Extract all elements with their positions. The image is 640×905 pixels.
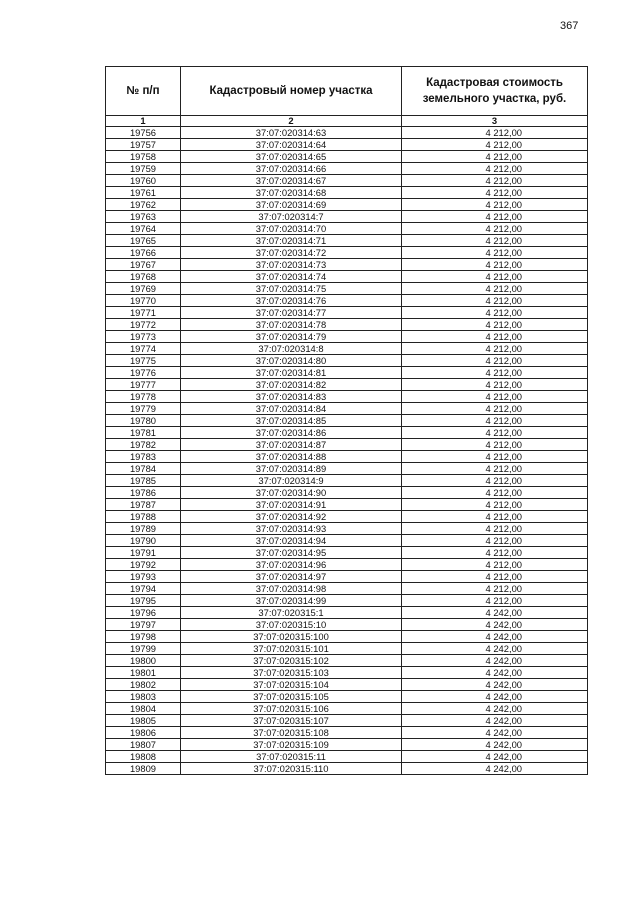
row-cadastral-value: 4 212,00 — [402, 283, 588, 295]
row-cadastral-value: 4 212,00 — [402, 235, 588, 247]
row-cadastral-number: 37:07:020314:81 — [181, 367, 402, 379]
row-cadastral-value: 4 212,00 — [402, 523, 588, 535]
table-row — [106, 559, 588, 571]
row-index: 19761 — [106, 187, 181, 199]
row-index: 19766 — [106, 247, 181, 259]
table-row — [106, 187, 588, 199]
row-cadastral-number: 37:07:020314:92 — [181, 511, 402, 523]
row-cadastral-number: 37:07:020314:83 — [181, 391, 402, 403]
row-cadastral-number: 37:07:020315:110 — [181, 763, 402, 775]
row-cadastral-number: 37:07:020315:102 — [181, 655, 402, 667]
table-row — [106, 595, 588, 607]
row-cadastral-number: 37:07:020314:94 — [181, 535, 402, 547]
row-cadastral-value: 4 242,00 — [402, 703, 588, 715]
row-cadastral-value: 4 242,00 — [402, 667, 588, 679]
table-row — [106, 667, 588, 679]
table-row — [106, 727, 588, 739]
table-row — [106, 367, 588, 379]
row-cadastral-value: 4 212,00 — [402, 151, 588, 163]
row-cadastral-number: 37:07:020315:11 — [181, 751, 402, 763]
row-cadastral-number: 37:07:020314:74 — [181, 271, 402, 283]
row-cadastral-number: 37:07:020314:88 — [181, 451, 402, 463]
row-index: 19801 — [106, 667, 181, 679]
row-cadastral-number: 37:07:020314:64 — [181, 139, 402, 151]
row-cadastral-number: 37:07:020314:73 — [181, 259, 402, 271]
table-row — [106, 679, 588, 691]
row-cadastral-value: 4 212,00 — [402, 367, 588, 379]
table-row — [106, 751, 588, 763]
row-cadastral-number: 37:07:020314:70 — [181, 223, 402, 235]
row-cadastral-value: 4 212,00 — [402, 415, 588, 427]
row-index: 19756 — [106, 127, 181, 139]
row-cadastral-number: 37:07:020315:104 — [181, 679, 402, 691]
table-row — [106, 463, 588, 475]
row-cadastral-value: 4 212,00 — [402, 223, 588, 235]
table-row — [106, 319, 588, 331]
row-index: 19789 — [106, 523, 181, 535]
row-index: 19764 — [106, 223, 181, 235]
row-index: 19759 — [106, 163, 181, 175]
row-index: 19800 — [106, 655, 181, 667]
table-row — [106, 475, 588, 487]
row-cadastral-number: 37:07:020314:95 — [181, 547, 402, 559]
table-row — [106, 703, 588, 715]
column-number-1: 1 — [106, 116, 181, 127]
row-cadastral-number: 37:07:020314:71 — [181, 235, 402, 247]
table-row — [106, 607, 588, 619]
table-row — [106, 715, 588, 727]
row-cadastral-number: 37:07:020314:90 — [181, 487, 402, 499]
table-row — [106, 379, 588, 391]
row-cadastral-value: 4 212,00 — [402, 439, 588, 451]
row-index: 19798 — [106, 631, 181, 643]
row-cadastral-number: 37:07:020314:85 — [181, 415, 402, 427]
header-index: № п/п — [106, 67, 181, 116]
row-cadastral-value: 4 212,00 — [402, 163, 588, 175]
row-cadastral-number: 37:07:020314:8 — [181, 343, 402, 355]
row-cadastral-value: 4 212,00 — [402, 475, 588, 487]
row-cadastral-number: 37:07:020314:96 — [181, 559, 402, 571]
row-cadastral-number: 37:07:020314:77 — [181, 307, 402, 319]
row-cadastral-number: 37:07:020315:109 — [181, 739, 402, 751]
row-cadastral-value: 4 212,00 — [402, 511, 588, 523]
row-index: 19786 — [106, 487, 181, 499]
table-body — [106, 127, 588, 775]
table-row — [106, 439, 588, 451]
row-cadastral-value: 4 212,00 — [402, 343, 588, 355]
row-cadastral-number: 37:07:020314:98 — [181, 583, 402, 595]
row-index: 19763 — [106, 211, 181, 223]
row-index: 19779 — [106, 403, 181, 415]
row-cadastral-value: 4 212,00 — [402, 427, 588, 439]
row-cadastral-number: 37:07:020314:67 — [181, 175, 402, 187]
row-cadastral-number: 37:07:020315:100 — [181, 631, 402, 643]
row-cadastral-number: 37:07:020314:82 — [181, 379, 402, 391]
row-index: 19797 — [106, 619, 181, 631]
table-row — [106, 499, 588, 511]
row-index: 19783 — [106, 451, 181, 463]
row-index: 19791 — [106, 547, 181, 559]
row-cadastral-number: 37:07:020314:87 — [181, 439, 402, 451]
row-cadastral-number: 37:07:020314:86 — [181, 427, 402, 439]
row-cadastral-value: 4 212,00 — [402, 331, 588, 343]
row-cadastral-value: 4 242,00 — [402, 763, 588, 775]
table-row — [106, 631, 588, 643]
table-header — [106, 67, 588, 127]
row-index: 19762 — [106, 199, 181, 211]
row-cadastral-number: 37:07:020314:69 — [181, 199, 402, 211]
cadastral-table — [105, 66, 588, 775]
row-cadastral-number: 37:07:020314:65 — [181, 151, 402, 163]
row-index: 19775 — [106, 355, 181, 367]
row-cadastral-number: 37:07:020315:101 — [181, 643, 402, 655]
table-row — [106, 247, 588, 259]
row-cadastral-number: 37:07:020314:63 — [181, 127, 402, 139]
table-row — [106, 691, 588, 703]
row-cadastral-value: 4 212,00 — [402, 547, 588, 559]
row-cadastral-value: 4 212,00 — [402, 463, 588, 475]
row-index: 19782 — [106, 439, 181, 451]
row-index: 19771 — [106, 307, 181, 319]
row-cadastral-number: 37:07:020315:106 — [181, 703, 402, 715]
table-row — [106, 415, 588, 427]
row-cadastral-number: 37:07:020314:91 — [181, 499, 402, 511]
row-cadastral-number: 37:07:020314:93 — [181, 523, 402, 535]
row-cadastral-value: 4 212,00 — [402, 307, 588, 319]
table-row — [106, 355, 588, 367]
row-index: 19760 — [106, 175, 181, 187]
row-cadastral-value: 4 242,00 — [402, 655, 588, 667]
row-index: 19781 — [106, 427, 181, 439]
row-index: 19788 — [106, 511, 181, 523]
row-index: 19807 — [106, 739, 181, 751]
table-row — [106, 199, 588, 211]
row-cadastral-number: 37:07:020314:76 — [181, 295, 402, 307]
table-row — [106, 487, 588, 499]
row-index: 19802 — [106, 679, 181, 691]
column-number-2: 2 — [181, 116, 402, 127]
row-cadastral-value: 4 212,00 — [402, 487, 588, 499]
row-index: 19777 — [106, 379, 181, 391]
row-index: 19803 — [106, 691, 181, 703]
row-index: 19794 — [106, 583, 181, 595]
row-cadastral-number: 37:07:020314:66 — [181, 163, 402, 175]
table-row — [106, 271, 588, 283]
table-row — [106, 583, 588, 595]
row-cadastral-value: 4 242,00 — [402, 727, 588, 739]
row-cadastral-number: 37:07:020314:72 — [181, 247, 402, 259]
row-cadastral-number: 37:07:020314:78 — [181, 319, 402, 331]
row-cadastral-number: 37:07:020315:1 — [181, 607, 402, 619]
row-cadastral-value: 4 242,00 — [402, 679, 588, 691]
row-index: 19758 — [106, 151, 181, 163]
table-row — [106, 175, 588, 187]
row-index: 19770 — [106, 295, 181, 307]
row-cadastral-value: 4 212,00 — [402, 583, 588, 595]
row-cadastral-number: 37:07:020314:7 — [181, 211, 402, 223]
table-row — [106, 223, 588, 235]
row-cadastral-number: 37:07:020315:105 — [181, 691, 402, 703]
row-cadastral-value: 4 212,00 — [402, 571, 588, 583]
header-row — [106, 67, 588, 116]
row-cadastral-number: 37:07:020314:84 — [181, 403, 402, 415]
row-index: 19768 — [106, 271, 181, 283]
row-cadastral-value: 4 212,00 — [402, 355, 588, 367]
table-row — [106, 427, 588, 439]
row-index: 19805 — [106, 715, 181, 727]
table-row — [106, 511, 588, 523]
table-row — [106, 235, 588, 247]
row-cadastral-value: 4 212,00 — [402, 535, 588, 547]
row-cadastral-value: 4 212,00 — [402, 403, 588, 415]
row-cadastral-value: 4 212,00 — [402, 391, 588, 403]
row-index: 19772 — [106, 319, 181, 331]
row-cadastral-number: 37:07:020315:10 — [181, 619, 402, 631]
table-row — [106, 331, 588, 343]
row-cadastral-number: 37:07:020314:80 — [181, 355, 402, 367]
row-cadastral-number: 37:07:020314:75 — [181, 283, 402, 295]
row-index: 19776 — [106, 367, 181, 379]
table-row — [106, 619, 588, 631]
table-row — [106, 523, 588, 535]
column-number-3: 3 — [402, 116, 588, 127]
row-index: 19790 — [106, 535, 181, 547]
table-row — [106, 451, 588, 463]
table-row — [106, 763, 588, 775]
table-row — [106, 547, 588, 559]
row-index: 19804 — [106, 703, 181, 715]
table-row — [106, 139, 588, 151]
row-cadastral-value: 4 242,00 — [402, 619, 588, 631]
row-cadastral-value: 4 212,00 — [402, 211, 588, 223]
table-row — [106, 127, 588, 139]
row-index: 19765 — [106, 235, 181, 247]
row-cadastral-value: 4 242,00 — [402, 607, 588, 619]
row-cadastral-value: 4 212,00 — [402, 127, 588, 139]
row-cadastral-value: 4 212,00 — [402, 379, 588, 391]
row-index: 19796 — [106, 607, 181, 619]
row-index: 19774 — [106, 343, 181, 355]
row-cadastral-value: 4 212,00 — [402, 175, 588, 187]
row-index: 19778 — [106, 391, 181, 403]
table-row — [106, 391, 588, 403]
table-row — [106, 259, 588, 271]
row-cadastral-number: 37:07:020314:97 — [181, 571, 402, 583]
table-row — [106, 283, 588, 295]
row-index: 19773 — [106, 331, 181, 343]
row-cadastral-value: 4 212,00 — [402, 139, 588, 151]
row-index: 19795 — [106, 595, 181, 607]
row-index: 19757 — [106, 139, 181, 151]
row-cadastral-value: 4 212,00 — [402, 559, 588, 571]
table-row — [106, 163, 588, 175]
row-cadastral-number: 37:07:020315:108 — [181, 727, 402, 739]
row-cadastral-value: 4 212,00 — [402, 595, 588, 607]
table-row — [106, 643, 588, 655]
row-index: 19809 — [106, 763, 181, 775]
row-index: 19808 — [106, 751, 181, 763]
row-index: 19799 — [106, 643, 181, 655]
row-cadastral-number: 37:07:020314:99 — [181, 595, 402, 607]
row-index: 19780 — [106, 415, 181, 427]
header-cadastral-value: Кадастровая стоимость земельного участка, руб. — [402, 67, 588, 116]
row-index: 19792 — [106, 559, 181, 571]
table-row — [106, 307, 588, 319]
row-cadastral-number: 37:07:020315:107 — [181, 715, 402, 727]
row-index: 19793 — [106, 571, 181, 583]
row-cadastral-value: 4 242,00 — [402, 643, 588, 655]
row-cadastral-value: 4 212,00 — [402, 499, 588, 511]
row-cadastral-value: 4 212,00 — [402, 199, 588, 211]
table-row — [106, 343, 588, 355]
row-cadastral-value: 4 212,00 — [402, 451, 588, 463]
row-cadastral-number: 37:07:020315:103 — [181, 667, 402, 679]
table-row — [106, 739, 588, 751]
row-cadastral-number: 37:07:020314:89 — [181, 463, 402, 475]
row-cadastral-value: 4 212,00 — [402, 187, 588, 199]
row-cadastral-value: 4 212,00 — [402, 271, 588, 283]
header-cadastral-number: Кадастровый номер участка — [181, 67, 402, 116]
table-row — [106, 295, 588, 307]
row-cadastral-value: 4 212,00 — [402, 259, 588, 271]
row-cadastral-value: 4 242,00 — [402, 715, 588, 727]
row-cadastral-value: 4 212,00 — [402, 295, 588, 307]
row-cadastral-value: 4 242,00 — [402, 739, 588, 751]
row-cadastral-value: 4 212,00 — [402, 247, 588, 259]
table-row — [106, 571, 588, 583]
row-cadastral-value: 4 242,00 — [402, 631, 588, 643]
row-cadastral-number: 37:07:020314:68 — [181, 187, 402, 199]
row-index: 19787 — [106, 499, 181, 511]
row-index: 19806 — [106, 727, 181, 739]
row-cadastral-number: 37:07:020314:79 — [181, 331, 402, 343]
row-cadastral-value: 4 242,00 — [402, 691, 588, 703]
table-row — [106, 535, 588, 547]
row-cadastral-value: 4 242,00 — [402, 751, 588, 763]
table-row — [106, 403, 588, 415]
row-cadastral-value: 4 212,00 — [402, 319, 588, 331]
column-number-row — [106, 116, 588, 127]
row-index: 19767 — [106, 259, 181, 271]
table-row — [106, 211, 588, 223]
table-row — [106, 151, 588, 163]
row-cadastral-number: 37:07:020314:9 — [181, 475, 402, 487]
row-index: 19784 — [106, 463, 181, 475]
table-row — [106, 655, 588, 667]
row-index: 19769 — [106, 283, 181, 295]
row-index: 19785 — [106, 475, 181, 487]
page-number: 367 — [560, 20, 579, 32]
